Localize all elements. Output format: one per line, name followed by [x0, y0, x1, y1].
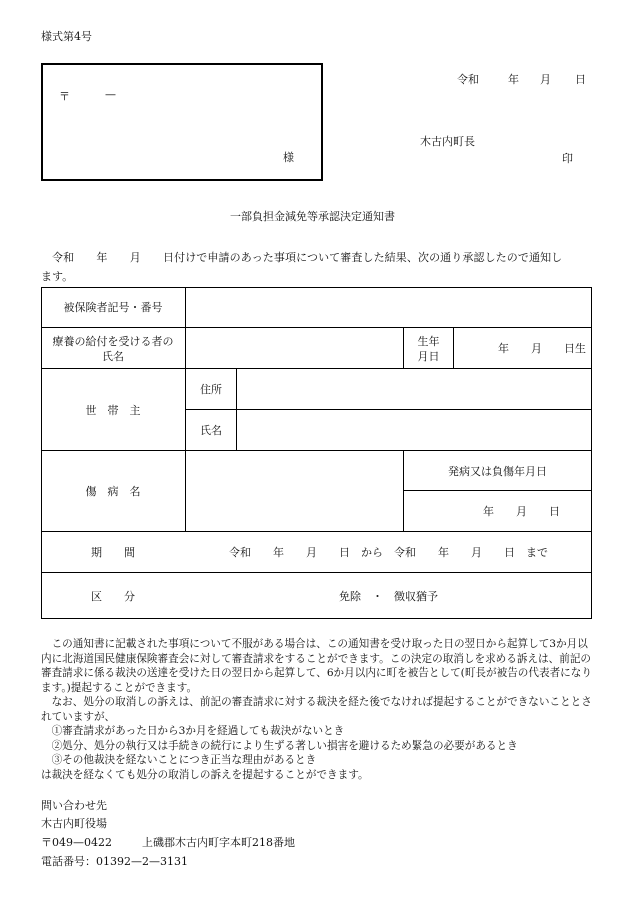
category-label: 区 分 — [91, 589, 135, 603]
details-table — [41, 287, 592, 619]
notice-paragraph-1: この通知書に記載された事項について不服がある場合は、この通知書を受け取った日の翌日から起算して3か月以内に北海道国民健康保険審査会に対して審査請求をすることができます。この決定の取消しを求める訴えは、前記の審査請求に係る裁決の送達を受けた日の翌日から起算して、6か月以内に町を被告として(町長が被告の代表者になります。)提起することができます。 — [41, 638, 592, 694]
issuer-title: 木古内町長 — [420, 135, 475, 148]
birth-label — [403, 328, 454, 369]
date-day: 日 — [575, 73, 586, 86]
household-head-label: 世 帯 主 — [85, 403, 141, 417]
notice-item-1: ①審査請求があった日から3か月を経過しても裁決がないとき — [51, 725, 345, 737]
notice-item-2: ②処分、処分の執行又は手続きの続行により生ずる著しい損害を避けるため緊急の必要があるとき — [51, 739, 518, 752]
honorific-sama: 様 — [283, 151, 294, 164]
contact-heading: 問い合わせ先 — [41, 799, 107, 812]
date-month: 月 — [540, 73, 551, 86]
onset-label: 発病又は負傷年月日 — [448, 464, 547, 478]
notice-paragraph-2: なお、処分の取消しの訴えは、前記の審査請求に対する裁決を経た後でなければ提起することができないこととされていますが、 — [41, 696, 592, 723]
document-title: 一部負担金減免等承認決定通知書 — [230, 210, 395, 223]
recipient-address-box — [41, 63, 323, 181]
contact-address: 上磯郡木古内町字本町218番地 — [142, 836, 295, 849]
contact-phone: 電話番号：01392—2—3131 — [41, 855, 188, 868]
date-year: 年 — [508, 73, 519, 86]
appeal-notice — [41, 637, 592, 782]
intro-line-2: ます。 — [41, 270, 74, 283]
notice-paragraph-3: は裁決を経なくても処分の取消しの訴えを提起することができます。 — [41, 768, 369, 781]
insured-number-value — [186, 288, 591, 327]
illness-label: 傷 病 名 — [85, 485, 141, 498]
seal-mark: 印 — [562, 152, 573, 165]
address-label: 住所 — [200, 383, 222, 396]
intro-line-1: 令和 年 月 日付けで申請のあった事項について審査した結果、次の通り承認したので通知し — [52, 251, 563, 264]
onset-date-value: 年 月 日 — [483, 505, 560, 518]
postal-mark: 〒 — [59, 90, 70, 103]
recipient-label — [41, 328, 185, 369]
insured-number-label: 被保険者記号・番号 — [63, 301, 163, 314]
birth-date-value: 年 月 日生 — [498, 342, 586, 355]
period-value: 令和 年 月 日 から 令和 年 月 日 まで — [229, 546, 548, 559]
recipient-label-line-1: 療養の給付を受ける者の — [52, 334, 174, 348]
category-value: 免除 ・ 徴収猶予 — [339, 589, 438, 603]
postal-dash: — — [105, 88, 116, 101]
contact-office: 木古内町役場 — [41, 817, 107, 830]
recipient-label-line-2: 氏名 — [102, 349, 124, 363]
date-era: 令和 — [457, 73, 479, 86]
birth-label-line-1: 生年 — [417, 334, 440, 348]
contact-postal-code: 〒049—0422 — [41, 836, 112, 849]
birth-label-line-2: 月日 — [417, 349, 440, 363]
notice-item-3: ③その他裁決を経ないことにつき正当な理由があるとき — [51, 754, 317, 766]
name-label: 氏名 — [200, 424, 222, 437]
form-number: 様式第4号 — [41, 30, 92, 43]
period-label: 期 間 — [91, 546, 135, 559]
